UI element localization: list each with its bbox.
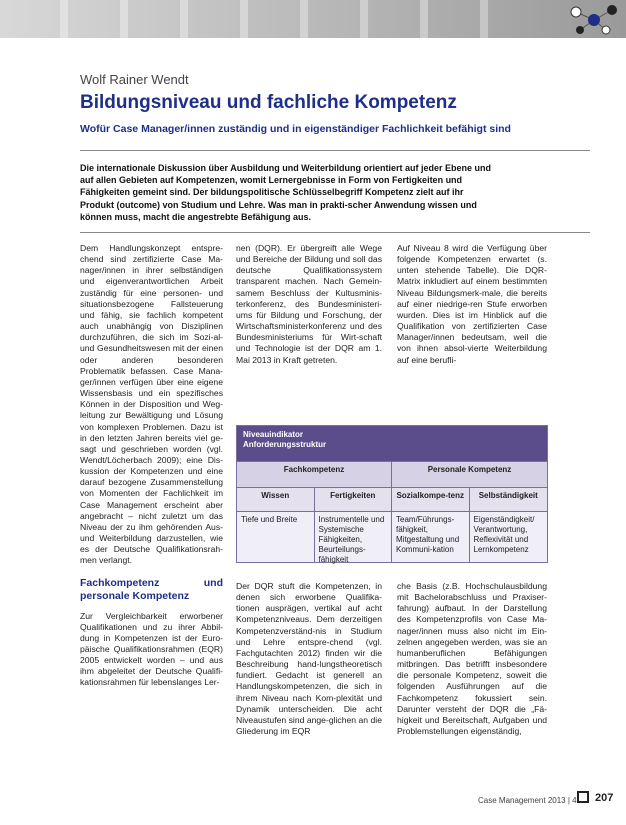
paragraph: Dem Handlungskonzept entspre-chend sind zertifizierte Case Ma-nager/innen in ihrer selbständigen und eigenverantwortlichen Arbeit zuständig für eine personen- und situationsbezogene Fallsteuerung und fähig, sie fachlich kompetent auch unabhängig von Disziplinen durchzuführen, die sich im Sozi-al- und Gesundheitswesen mit der einen oder anderen besonderen Problematik befassen. Case Mana-ger/innen verfügen über eine eigene Wissensbasis und ein spezifisches Können in der Disposition und Weg-leitung zur Bewältigung und Lösung von komplexen Problemen. Dazu ist in den letzten Jahren bereits viel ge-sagt und geschrieben worden (vgl. Wendt/Löcherbach 2009); eine Dis-kussion der Kompetenzen und eine darauf bezogene Zusammenstellung von Momenten der Fachlichkeit im Case Management erscheint aber angebracht – nicht zuletzt um das Niveau der zu ihm gehörenden Aus- und Weiterbildung darzustellen, wie es der Deutsche Qualifikationsrah-men verlangt.	[80, 243, 223, 566]
header-bar	[0, 0, 626, 38]
table-subheader: Fertigkeiten	[315, 488, 393, 511]
abstract: Die internationale Diskussion über Ausbildung und Weiterbildung orientiert auf jeder Ebene und auf allen Gebieten auf Kompetenzen, womit Lernergebnisse in Form von Fertigkeiten und Fähigkeiten gemeint sind. Der bildungspolitische Schlüsselbegriff Kompetenz zielt auf ihr Produkt (outcome) von Studium und Lehre. Was man in prakti-scher Anwendung wissen und können muss, macht die angestrebte Befähigung aus.	[80, 163, 492, 222]
table-row	[237, 461, 547, 487]
column-2-continued	[236, 581, 382, 737]
table-subheader: Sozialkompe-tenz	[392, 488, 470, 511]
table-group-header: Fachkompetenz	[237, 462, 392, 487]
table-cell: Eigenständigkeit/ Verantwortung, Reflexivität und Lernkompetenz	[473, 515, 535, 554]
paragraph: nen (DQR). Er übergreift alle Wege und Bereiche der Bildung und soll das deutsche Qualifikationssystem transparent machen. Nach Gemein-samem Beschluss der Kultusminis-terkonferenz, des Bundesministeri-ums für Bildung und Forschung, der Wirtschaftsministerkonferenz und des Bundesministeriums für Wirt-schaft und Technologie ist der DQR am 1. Mai 2013 in Kraft getreten.	[236, 243, 382, 365]
journal-footer: Case Management 2013 | 4	[478, 796, 577, 805]
author-name: Wolf Rainer Wendt	[80, 72, 189, 87]
page-number: 207	[595, 792, 614, 804]
table-group-header: Personale Kompetenz	[427, 465, 512, 474]
paragraph: Auf Niveau 8 wird die Verfügung über folgende Kompetenzen erwartet (s. unten stehende Tabelle). Die DQR-Matrix inkludiert auf einem bestimmten Niveau Bildungsmerk-male, die bereits auf einer niedrige-ren Stufe erworben wurden. Dies ist im Hinblick auf die Qualifikation von zertifizierten Case Manager/innen bedeutsam, weil die von ihnen absol-vierte Weiterbildung auf eine berufli-	[397, 243, 547, 365]
table-row	[237, 487, 547, 511]
molecule-network-icon	[566, 2, 622, 36]
column-3	[397, 243, 547, 366]
column-3-continued	[397, 581, 547, 737]
article-subtitle: Wofür Case Manager/innen zuständig und in eigenständiger Fachlichkeit befähigt sind	[80, 123, 511, 135]
table-cell: Instrumentelle und Systemische Fähigkeiten, Beurteilungs-fähigkeit	[315, 512, 393, 562]
divider	[80, 232, 590, 233]
column-1	[80, 243, 223, 689]
table-subheader: Selbständigkeit	[478, 491, 538, 500]
column-2	[236, 243, 382, 366]
paragraph: Zur Vergleichbarkeit erworbener Qualifikationen und zu ihrer Abbil-dung in Kompetenzen ist der Euro-päische Qualifikationsrahmen (EQR) 2005 entwickelt worden – und aus ihm abgeleitet der Deutsche Qualifi-kationsrahmen für lebenslanges Ler-	[80, 610, 223, 688]
paragraph: Der DQR stuft die Kompetenzen, in denen sich erworbene Qualifika-tionen ausprägen, vertikal auf acht Kompetenzniveaus. Dem derzeitigen Kompetenzverständ-nis in Studium und Lehre entspre-chend (vgl. Fachgutachten 2012) finden wir die Beschreibung hand-lungstheoretisch fundiert. Gedacht ist generell an Handlungskompetenzen, die sich in ihrem Niveau nach Kom-plexität und Dynamik unterscheiden. Die acht Niveaustufen sind ange-glichen an die Gliederung im EQR	[236, 581, 382, 737]
competence-table	[236, 425, 548, 563]
article-title: Bildungsniveau und fachliche Kompetenz	[80, 92, 457, 113]
table-header: Niveauindikator Anforderungsstruktur	[237, 426, 547, 461]
table-cell: Team/Führungs-fähigkeit, Mitgestaltung und Kommuni-kation	[392, 512, 470, 562]
table-row	[237, 511, 547, 562]
paragraph: che Basis (z.B. Hochschulausbildung mit Bachelorabschluss und Praxiser-fahrung) aufbaut. In der Darstellung des Kompetenzprofils von Case Ma-nager/innen muss also nicht im Ein-zelnen angegeben werden, was sie an humanberuflichen Befähigungen mitbringen. Das betrifft insbesondere die personale Kompetenz, soweit die folgenden Ausführungen auf die Fachkompetenz fokussiert sein. Darunter versteht der DQR die „Fä-higkeit und Bereitschaft, Aufgaben und Problemstellungen eigenständig,	[397, 581, 547, 737]
divider	[80, 150, 590, 151]
table-cell: Tiefe und Breite	[237, 512, 315, 562]
section-heading: Fachkompetenz und personale Kompetenz	[80, 576, 223, 602]
table-subheader: Wissen	[237, 488, 315, 511]
page-box-icon	[577, 791, 589, 803]
